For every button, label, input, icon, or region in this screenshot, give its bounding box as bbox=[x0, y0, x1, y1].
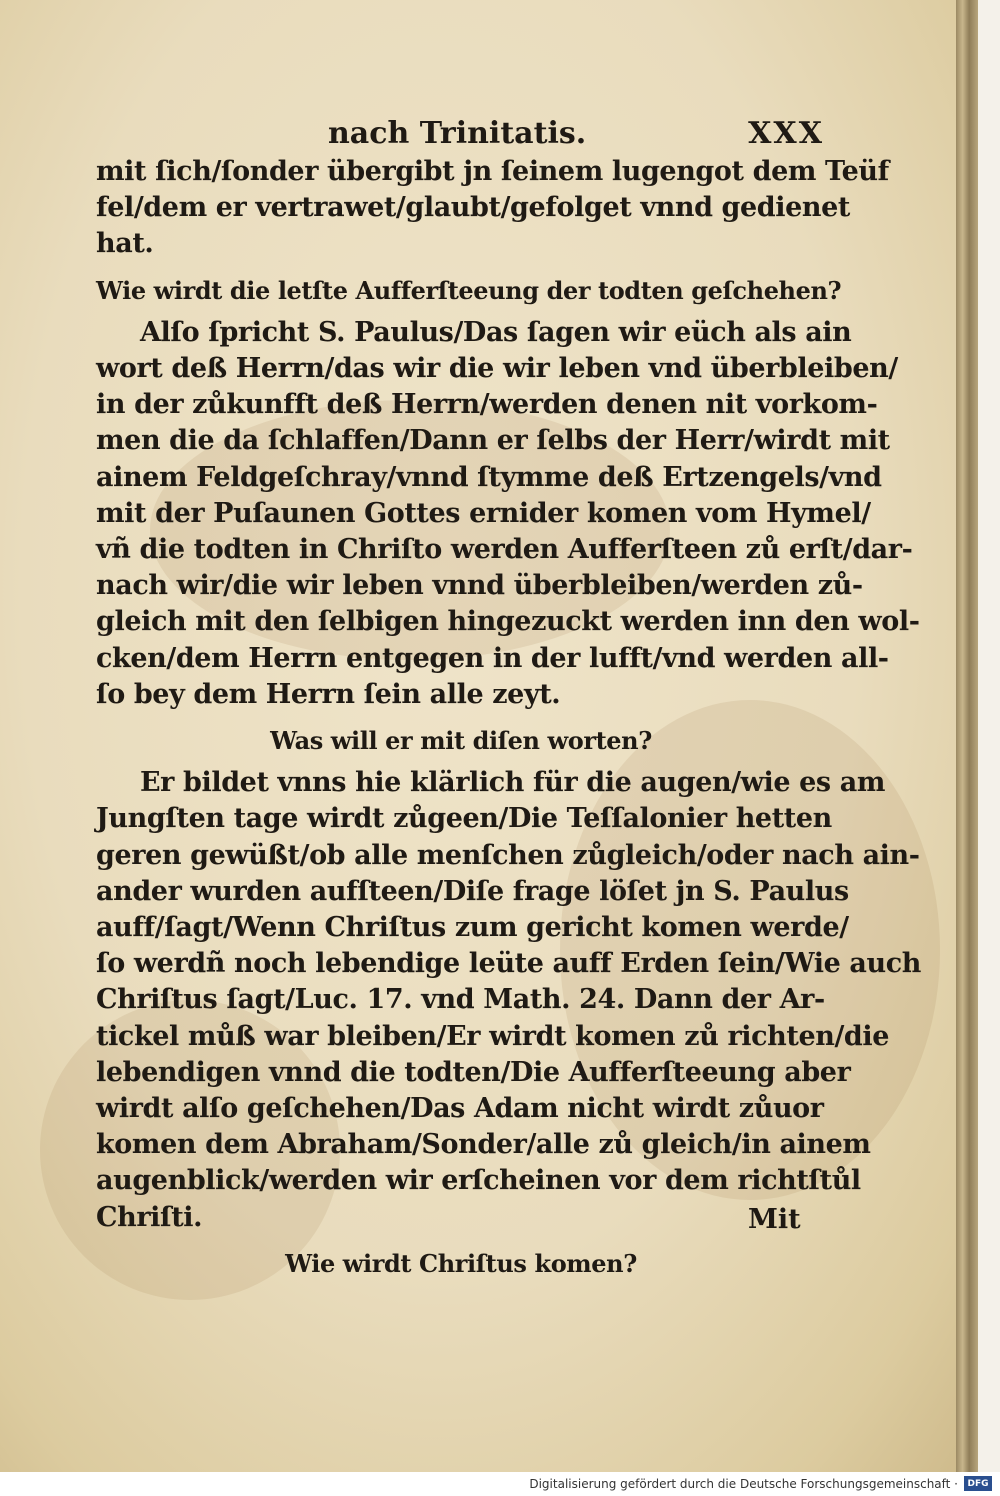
question-heading: Wie wirdt die letſte Aufferſteeung der todten geſchehen? bbox=[96, 275, 842, 305]
text-line: fel/dem er vertrawet/glaubt/gefolget vnnd gedienet bbox=[96, 192, 850, 224]
running-title: nach Trinitatis. bbox=[328, 116, 587, 151]
text-line: Er bildet vnns hie klärlich für die augen/wie es am bbox=[140, 767, 885, 799]
text-line: gleich mit den ſelbigen hingezuckt werden inn den wol- bbox=[96, 606, 920, 638]
text-line: hat. bbox=[96, 228, 154, 260]
catchword: Mit bbox=[748, 1204, 801, 1235]
text-line: cken/dem Herrn entgegen in der lufft/vnd werden all- bbox=[96, 642, 889, 674]
question-heading: Wie wirdt Chriſtus komen? bbox=[285, 1248, 637, 1278]
text-line: mit der Puſaunen Gottes ernider komen vom Hymel/ bbox=[96, 497, 871, 529]
text-line: ander wurden aufſteen/Diſe frage löſet jn S. Paulus bbox=[96, 875, 849, 907]
text-line: lebendigen vnnd die todten/Die Aufferſteeung aber bbox=[96, 1056, 851, 1088]
text-line: men die da ſchlaffen/Dann er ſelbs der Herr/wirdt mit bbox=[96, 425, 890, 457]
footer-bar bbox=[0, 1472, 1000, 1496]
question-heading: Was will er mit diſen worten? bbox=[270, 726, 652, 756]
text-line: ſo werdñ noch lebendige leüte auff Erden ſein/Wie auch bbox=[96, 948, 921, 980]
text-line: Jungſten tage wirdt zůgeen/Die Teſſalonier hetten bbox=[96, 803, 832, 835]
page-edge bbox=[956, 0, 978, 1472]
text-line: wort deß Herrn/das wir die wir leben vnd überbleiben/ bbox=[96, 353, 898, 385]
dfg-logo-icon: DFG bbox=[964, 1476, 992, 1491]
text-line: in der zůkunfft deß Herrn/werden denen nit vorkom- bbox=[96, 389, 878, 421]
text-line: auff/ſagt/Wenn Chriſtus zum gericht komen werde/ bbox=[96, 912, 849, 944]
funding-notice: Digitalisierung gefördert durch die Deutsche Forschungsgemeinschaft · bbox=[529, 1477, 958, 1491]
text-line: Chriſtus ſagt/Luc. 17. vnd Math. 24. Dann der Ar- bbox=[96, 984, 825, 1016]
text-line: Chriſti. bbox=[96, 1201, 203, 1233]
text-line: nach wir/die wir leben vnnd überbleiben/werden zů- bbox=[96, 570, 863, 602]
text-line: ainem Feldgeſchray/vnnd ſtymme deß Ertzengels/vnd bbox=[96, 461, 882, 493]
text-line: tickel můß war bleiben/Er wirdt komen zů richten/die bbox=[96, 1020, 890, 1052]
text-line: mit ſich/ſonder übergibt jn ſeinem lugengot dem Teüf bbox=[96, 156, 889, 187]
text-line: geren gewüßt/ob alle menſchen zůgleich/oder nach ain- bbox=[96, 839, 920, 871]
folio-number: XXX bbox=[748, 116, 824, 151]
text-block bbox=[96, 110, 921, 1288]
text-line: ſo bey dem Herrn ſein alle zeyt. bbox=[96, 678, 561, 710]
text-line: Alſo ſpricht S. Paulus/Das ſagen wir eüch als ain bbox=[140, 316, 852, 348]
text-line: wirdt alſo geſchehen/Das Adam nicht wirdt zůuor bbox=[96, 1093, 824, 1125]
text-line: komen dem Abraham/Sonder/alle zů gleich/in ainem bbox=[96, 1129, 871, 1161]
text-line: augenblick/werden wir erſcheinen vor dem richtſtůl bbox=[96, 1165, 861, 1197]
text-line: vñ die todten in Chriſto werden Aufferſteen zů erſt/dar- bbox=[96, 534, 913, 566]
running-head bbox=[96, 110, 826, 154]
